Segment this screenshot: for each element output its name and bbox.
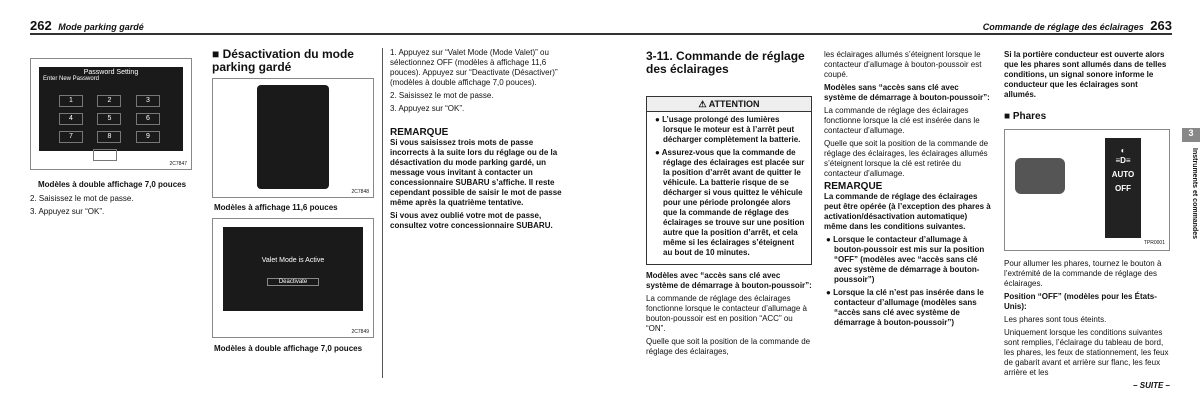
attention-item: ● L’usage prolongé des lumières lorsque le moteur est à l’arrêt peut décharger complètement la batterie. — [655, 115, 801, 144]
remark-item: ● Lorsque le contacteur d’allumage à bouton-poussoir est mis sur la position “OFF” (modèles avec “accès sans clé avec système de démarrage à bouton-poussoir”) — [826, 235, 985, 284]
col2-heading: Modèles sans “accès sans clé avec système de démarrage à bouton-poussoir”: — [824, 83, 990, 102]
column-divider — [382, 48, 383, 378]
step-item: 2. Saisissez le mot de passe. — [30, 194, 134, 203]
step-item: 2. Saisissez le mot de passe. — [390, 91, 494, 100]
position-p2: Uniquement lorsque les conditions suivantes sont remplies, l’éclairage du tableau de bord, les phares, les feux de stationnement, les feux de gabarit avant et arrière sur flanc, les feux arrière et les — [1004, 328, 1169, 377]
dialog-prompt: Enter New Password — [43, 76, 100, 82]
left-header-title: Mode parking gardé — [58, 22, 144, 32]
attention-item: ● Assurez-vous que la commande de réglage des éclairages est placée sur la position d’arrêt avant de quitter le véhicule. La batterie risque de se décharger si vous quittez le véhicule pour une période prolongée alors que la commande de réglage des éclairages se trouve sur une position autre que la position d’arrêt, et cela même si les éclairages s’éteignent au bout de 10 minutes. — [655, 148, 805, 257]
fig1-caption: Modèles à double affichage 7,0 pouces — [38, 180, 187, 189]
headlight-switch-figure — [1004, 129, 1170, 251]
key-7[interactable]: 7 — [59, 131, 83, 143]
col2-p1: les éclairages allumés s’éteignent lorsque le contacteur d’allumage à bouton-poussoir est coupé. — [824, 50, 982, 79]
key-3[interactable]: 3 — [136, 95, 160, 107]
dialog-title: Password Setting — [83, 69, 139, 76]
fig1-code: 2C7847 — [169, 161, 187, 167]
switch-stalk — [1015, 158, 1065, 194]
display-11-6-figure — [212, 78, 374, 198]
switch-off: OFF — [1115, 184, 1131, 193]
key-8[interactable]: 8 — [97, 131, 121, 143]
remark-p1: Si vous saisissez trois mots de passe incorrects à la suite lors du réglage ou de la désactivation du mode parking gardé, un message vous invitant à contacter un concessionnaire SUBARU s’affiche. Il reste cependant possible de saisir le mot de passe même après la quatrième tentative. — [390, 138, 562, 207]
suite: – SUITE – — [1133, 381, 1170, 390]
switch-dial — [1105, 138, 1141, 238]
chapter-tab-number: 3 — [1182, 128, 1200, 142]
fig3-code: 2C7849 — [351, 329, 369, 335]
key-1[interactable]: 1 — [59, 95, 83, 107]
position-heading: Position “OFF” (modèles pour les États-Unis): — [1004, 292, 1157, 311]
deactivation-title-text: Désactivation du mode parking gardé — [212, 47, 354, 74]
tablet-screen — [257, 85, 329, 189]
col3-bold: Si la portière conducteur est ouverte alors que les phares sont allumés dans de telles conditions, un signal sonore informe le conducteur que les éclairages sont allumés. — [1004, 50, 1167, 99]
models-text2: Quelle que soit la position de la commande de réglage des éclairages, — [646, 337, 811, 356]
key-2[interactable]: 2 — [97, 95, 121, 107]
position-p1: Les phares sont tous éteints. — [1004, 315, 1107, 324]
right-header-rule — [600, 33, 1172, 35]
attention-box — [646, 96, 812, 265]
left-steps-2 — [390, 48, 565, 234]
phares-text: Pour allumer les phares, tournez le bouton à l’extrémité de la commande de réglage des éclairages. — [1004, 259, 1162, 288]
chapter-tab-text: Instruments et commandes — [1191, 148, 1198, 240]
key-0[interactable]: 0 — [93, 149, 117, 161]
remark-item-text: Lorsque le contacteur d’allumage à bouton-poussoir est mis sur la position “OFF” (modèles avec “accès sans clé avec système de démarrage à bouton-poussoir”) — [833, 235, 985, 284]
deactivate-button[interactable]: Deactivate — [267, 278, 319, 286]
step-item: 1. Appuyez sur “Valet Mode (Mode Valet)” ou sélectionnez OFF (modèles à affichage 11,6 pouces). Appuyez sur “Deactivate (Désactiver)” (modèles à double affichage 7,0 pouces). — [390, 48, 558, 87]
fig3-caption: Modèles à double affichage 7,0 pouces — [214, 344, 363, 353]
phares-title: ■ Phares — [1004, 111, 1047, 122]
remark-title: REMARQUE — [390, 127, 449, 138]
key-5[interactable]: 5 — [97, 113, 121, 125]
right-page-number: 263 — [1150, 18, 1172, 33]
keypad — [59, 89, 169, 161]
parking-light-icon: ≡D≡ — [1115, 156, 1131, 165]
attention-body — [647, 112, 811, 264]
remark-item-text: Lorsque la clé n’est pas insérée dans le contacteur d’allumage (modèles sans “accès sans clé avec système de démarrage à bouton-poussoir”) — [833, 288, 984, 327]
key-6[interactable]: 6 — [136, 113, 160, 125]
attention-item-text: L’usage prolongé des lumières lorsque le moteur est à l’arrêt peut décharger complètement la batterie. — [662, 115, 801, 144]
phares-title-text: Phares — [1012, 111, 1047, 122]
right-col-1 — [646, 50, 812, 360]
models-heading: Modèles avec “accès sans clé avec système de démarrage à bouton-poussoir”: — [646, 271, 812, 290]
remark-item: ● Lorsque la clé n’est pas insérée dans le contacteur d’allumage (modèles sans “accès sans clé avec système de démarrage à bouton-poussoir”) — [826, 288, 984, 327]
step-item: 3. Appuyez sur “OK”. — [390, 104, 465, 113]
deactivation-section — [212, 48, 377, 74]
right-section-title: 3-11. Commande de réglage des éclairages — [646, 49, 805, 76]
key-9[interactable]: 9 — [136, 131, 160, 143]
switch-auto: AUTO — [1111, 170, 1135, 179]
valet-screen — [223, 227, 363, 311]
headlight-icon: ◐ — [1120, 146, 1126, 155]
right-page — [600, 0, 1200, 402]
right-header — [983, 18, 1172, 32]
models-text: La commande de réglage des éclairages fonctionne lorsque le contacteur d’allumage à bouton-poussoir est en position “ACC” ou “ON”. — [646, 294, 807, 333]
fig2-code: 2C7848 — [351, 189, 369, 195]
col2-p2: La commande de réglage des éclairages fonctionne lorsque la clé est insérée dans le contacteur d’allumage. — [824, 106, 980, 135]
password-setting-figure — [30, 58, 192, 170]
right-col-2 — [824, 50, 992, 331]
left-header-rule — [30, 33, 600, 35]
key-4[interactable]: 4 — [59, 113, 83, 125]
valet-active-figure — [212, 218, 374, 338]
fig2-caption: Modèles à affichage 11,6 pouces — [214, 203, 338, 212]
right-remark-text: La commande de réglage des éclairages peut être opérée (à l’exception des phares à activation/désactivation automatique) même dans les conditions suivantes. — [824, 192, 991, 231]
remark-p2: Si vous avez oublié votre mot de passe, consultez votre concessionnaire SUBARU. — [390, 211, 553, 230]
right-col-3 — [1004, 50, 1170, 391]
left-header — [30, 18, 144, 32]
attention-title: ATTENTION — [708, 99, 760, 109]
step-item: 3. Appuyez sur “OK”. — [30, 207, 105, 216]
password-dialog — [39, 67, 183, 158]
right-header-title: Commande de réglage des éclairages — [982, 22, 1144, 32]
left-steps-1 — [30, 194, 200, 220]
left-page-number: 262 — [30, 18, 52, 33]
attention-item-text: Assurez-vous que la commande de réglage des éclairages est placée sur la position d’arrêt avant de quitter le véhicule. La batterie risque de se décharger si vous quittez le véhicule pour une période prolongée alors que la commande de réglage des éclairages se trouve sur une position autre que la position d’arrêt, et cela même si les éclairages s’éteignent au bout de 10 minutes. — [661, 148, 805, 257]
col2-p3: Quelle que soit la position de la commande de réglage des éclairages, les éclairages allumés s’éteignent lorsque la clé est retirée du contacteur d’allumage. — [824, 139, 989, 178]
fig-code: TPR0001 — [1143, 240, 1165, 246]
valet-banner: Valet Mode is Active — [261, 257, 325, 264]
right-remark-title: REMARQUE — [824, 181, 883, 192]
attention-header: ⚠ ATTENTION — [647, 97, 811, 112]
deactivation-title: ■ Désactivation du mode parking gardé — [212, 47, 354, 74]
